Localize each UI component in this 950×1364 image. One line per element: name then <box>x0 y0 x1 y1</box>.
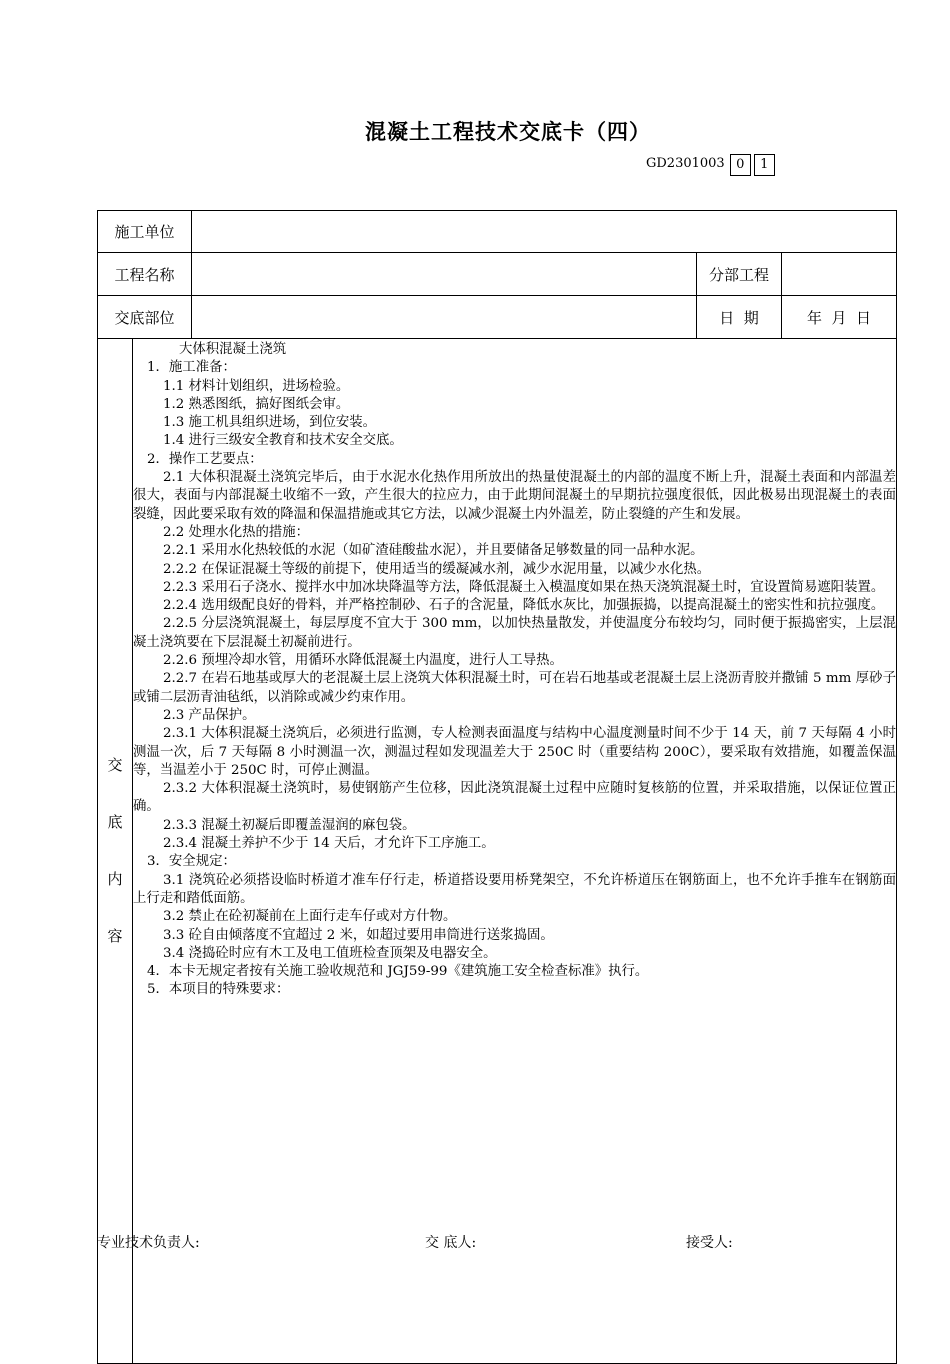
list-item: 1.1 材料计划组织，进场检验。 <box>163 378 350 394</box>
tech-lead-signature: 专业技术负责人: <box>97 1235 200 1251</box>
document-code <box>646 154 775 178</box>
disclosure-content <box>133 339 896 1000</box>
section-title: 2．操作工艺要点： <box>147 451 263 467</box>
list-item: 2.1 大体积混凝土浇筑完毕后，由于水泥水化热作用所放出的热量使混凝土的内部的温度不断上升，混凝土表面和内部温差很大，表面与内部混凝土收缩不一致，产生很大的拉应力，由于此期间混凝土的早期抗拉强度很低，因此极易出现混凝土的表面裂缝，因此要采取有效的降温和保温措施或其它方法，以减少混凝土内外温差，防止裂缝的产生和发展。 <box>133 470 897 522</box>
receiver-signature: 接受人: <box>686 1235 733 1251</box>
list-item: 1.2 熟悉图纸，搞好图纸会审。 <box>163 396 350 412</box>
side-char: 内 <box>107 870 123 888</box>
code-digit-box: 1 <box>754 154 775 176</box>
construction-unit-label: 施工单位 <box>98 211 192 253</box>
disclosure-part-value <box>192 296 697 339</box>
list-item: 2.2.7 在岩石地基或厚大的老混凝土层上浇筑大体积混凝土时，可在岩石地基或老混凝土层上浇沥青胶并撒铺 5 mm 厚砂子或铺二层沥青油毡纸，以消除或减少约束作用。 <box>133 671 897 705</box>
list-item: 2.2.1 采用水化热较低的水泥（如矿渣硅酸盐水泥），并且要储备足够数量的同一品种水泥。 <box>163 543 704 559</box>
discloser-signature: 交 底人: <box>425 1235 477 1251</box>
date-label: 日 期 <box>697 296 782 339</box>
list-item: 2.3.1 大体积混凝土浇筑后，必须进行监测，专人检测表面温度与结构中心温度测量时间不少于 14 天，前 7 天每隔 4 小时测温一次，后 7 天每隔 8 小时测温一次，测温过程如发现温差大于 250C 时（重要结构 200C），要采取有效措施，如覆盖保温等，当温差小于 250C 时，可停止测温。 <box>133 726 897 778</box>
list-item: 3.4 浇捣砼时应有木工及电工值班检查顶架及电器安全。 <box>163 945 497 961</box>
code-text: GD2301003 <box>646 156 725 171</box>
section-title: 4．本卡无规定者按有关施工验收规范和 JGJ59-99《建筑施工安全检查标准》执行。 <box>147 964 649 980</box>
list-item: 2.3.3 混凝土初凝后即覆盖湿润的麻包袋。 <box>163 817 416 833</box>
list-item: 2.3.2 大体积混凝土浇筑时，易使钢筋产生位移，因此浇筑混凝土过程中应随时复核筋的位置，并采取措施，以保证位置正确。 <box>133 781 897 815</box>
list-item: 1.3 施工机具组织进场，到位安装。 <box>163 415 377 431</box>
disclosure-form <box>97 210 897 1364</box>
list-item: 2.2.4 选用级配良好的骨料，并严格控制砂、石子的含泥量，降低水灰比，加强振捣，以提高混凝土的密实性和抗拉强度。 <box>163 598 885 614</box>
section-title: 3．安全规定： <box>147 854 236 870</box>
construction-unit-value <box>192 211 897 253</box>
content-cell <box>133 339 897 1364</box>
project-name-value <box>192 253 697 296</box>
list-item: 2.2.2 在保证混凝土等级的前提下，使用适当的缓凝减水剂，减少水泥用量，以减少水化热。 <box>163 561 711 577</box>
content-side-label <box>98 339 133 1364</box>
side-char: 交 <box>107 756 123 774</box>
disclosure-part-label: 交底部位 <box>98 296 192 339</box>
list-item: 3.2 禁止在砼初凝前在上面行走车仔或对方什物。 <box>163 909 457 925</box>
section-title: 5．本项目的特殊要求： <box>147 982 290 998</box>
list-item: 2.2.6 预埋冷却水管，用循环水降低混凝土内温度，进行人工导热。 <box>163 653 563 669</box>
list-item: 2.3.4 混凝土养护不少于 14 天后，才允许下工序施工。 <box>163 836 495 852</box>
content-heading: 大体积混凝土浇筑 <box>179 342 287 357</box>
project-name-label: 工程名称 <box>98 253 192 296</box>
sub-project-label: 分部工程 <box>697 253 782 296</box>
date-value: 年 月 日 <box>782 296 897 339</box>
list-item: 2.2.5 分层浇筑混凝土，每层厚度不宜大于 300 mm，以加快热量散发，并使温度分布较均匀，同时便于振捣密实，上层混凝土浇筑要在下层混凝土初凝前进行。 <box>133 616 897 650</box>
page-title: 混凝土工程技术交底卡（四） <box>365 119 651 144</box>
list-item: 2.3 产品保护。 <box>163 707 256 723</box>
list-item: 3.1 浇筑砼必须搭设临时桥道才准车仔行走，桥道搭设要用桥凳架空，不允许桥道压在钢筋面上，也不允许手推车在钢筋面上行走和踏低面筋。 <box>133 872 897 906</box>
sub-project-value <box>782 253 897 296</box>
side-char: 底 <box>107 813 123 831</box>
list-item: 3.3 砼自由倾落度不宜超过 2 米，如超过要用串筒进行送浆捣固。 <box>163 927 554 943</box>
section-title: 1．施工准备： <box>147 360 236 376</box>
list-item: 2.2 处理水化热的措施： <box>163 524 310 540</box>
list-item: 1.4 进行三级安全教育和技术安全交底。 <box>163 433 403 449</box>
code-digit-box: 0 <box>730 154 751 176</box>
side-char: 容 <box>107 927 123 945</box>
list-item: 2.2.3 采用石子浇水、搅拌水中加冰块降温等方法，降低混凝土入模温度如果在热天浇筑混凝土时，宜设置简易遮阳装置。 <box>163 579 885 595</box>
